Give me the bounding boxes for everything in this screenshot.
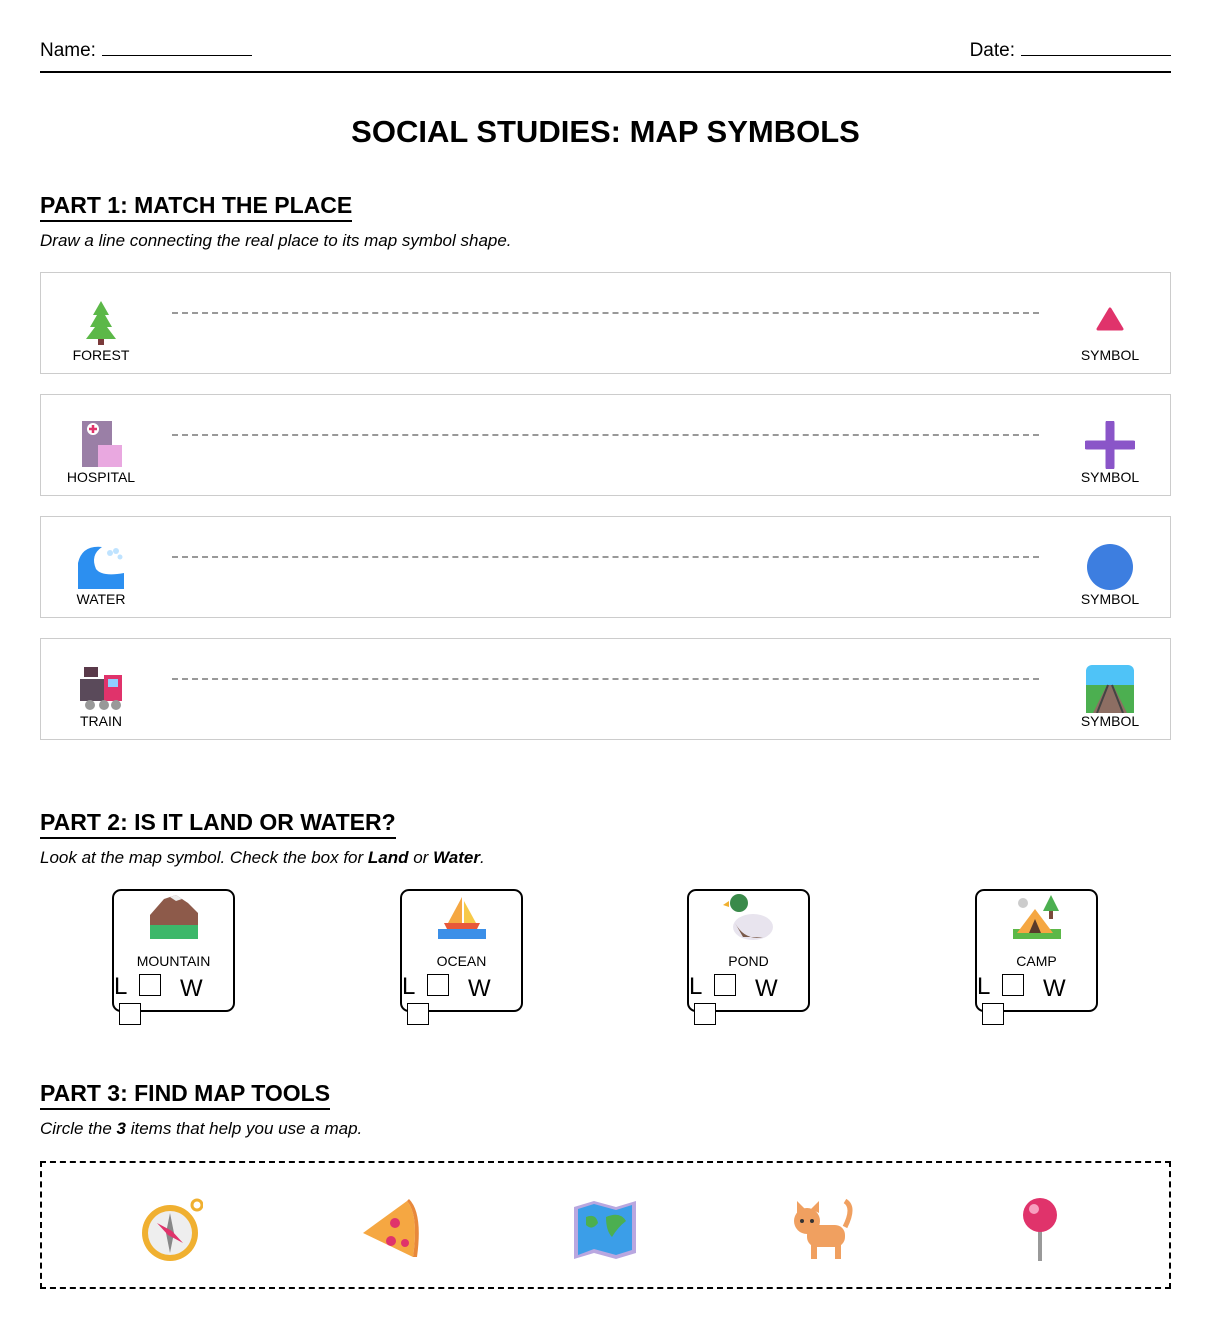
place-label: WATER bbox=[76, 591, 126, 607]
land-water-card bbox=[400, 889, 523, 1012]
compass-icon[interactable] bbox=[137, 1197, 203, 1263]
place-label: TRAIN bbox=[80, 713, 122, 729]
pizza-icon[interactable] bbox=[355, 1197, 421, 1263]
connecting-line-guide[interactable] bbox=[172, 556, 1039, 558]
land-checkbox[interactable] bbox=[1002, 974, 1024, 996]
date-field[interactable] bbox=[970, 40, 1171, 62]
place-label: HOSPITAL bbox=[66, 469, 136, 485]
date-label: Date: bbox=[969, 40, 1015, 61]
part3-heading: PART 3: FIND MAP TOOLS bbox=[40, 1080, 330, 1110]
land-checkbox[interactable] bbox=[714, 974, 736, 996]
place-label: FOREST bbox=[72, 347, 130, 363]
match-row bbox=[40, 272, 1171, 374]
water-label: W bbox=[755, 975, 778, 1002]
cat-icon[interactable] bbox=[789, 1197, 855, 1263]
land-label: L bbox=[977, 973, 991, 1000]
land-checkbox[interactable] bbox=[427, 974, 449, 996]
land-label: L bbox=[114, 973, 128, 1000]
symbol-label: SYMBOL bbox=[1080, 713, 1140, 729]
hospital-icon bbox=[76, 421, 126, 469]
tent-icon bbox=[1011, 893, 1063, 943]
water-label: W bbox=[180, 975, 203, 1002]
item-name: CAMP bbox=[1016, 953, 1057, 969]
name-label: Name: bbox=[40, 40, 96, 61]
duck-icon bbox=[723, 893, 775, 943]
land-water-card bbox=[687, 889, 810, 1012]
item-name: OCEAN bbox=[436, 953, 487, 969]
match-row bbox=[40, 638, 1171, 740]
water-checkbox[interactable] bbox=[119, 1003, 141, 1025]
mountain-icon bbox=[148, 893, 200, 943]
name-field[interactable] bbox=[40, 40, 252, 62]
sailboat-icon bbox=[436, 893, 488, 943]
date-blank[interactable] bbox=[1021, 40, 1171, 56]
connecting-line-guide[interactable] bbox=[172, 312, 1039, 314]
land-label: L bbox=[689, 973, 703, 1000]
name-blank[interactable] bbox=[102, 40, 252, 56]
world-map-icon[interactable] bbox=[572, 1197, 638, 1263]
header bbox=[40, 38, 1171, 73]
part2-instruction: Look at the map symbol. Check the box for Land or Water. bbox=[40, 848, 485, 867]
evergreen-tree-icon bbox=[76, 299, 126, 347]
map-tools-box bbox=[40, 1161, 1171, 1289]
locomotive-icon bbox=[76, 665, 126, 713]
triangle-icon bbox=[1085, 299, 1135, 347]
water-wave-icon bbox=[76, 543, 126, 591]
symbol-label: SYMBOL bbox=[1080, 469, 1140, 485]
symbol-label: SYMBOL bbox=[1080, 347, 1140, 363]
water-checkbox[interactable] bbox=[694, 1003, 716, 1025]
match-row bbox=[40, 516, 1171, 618]
plus-icon bbox=[1085, 421, 1135, 469]
connecting-line-guide[interactable] bbox=[172, 678, 1039, 680]
part2-heading: PART 2: IS IT LAND OR WATER? bbox=[40, 809, 396, 839]
page-title: SOCIAL STUDIES: MAP SYMBOLS bbox=[351, 114, 860, 149]
land-checkbox[interactable] bbox=[139, 974, 161, 996]
connecting-line-guide[interactable] bbox=[172, 434, 1039, 436]
land-water-card bbox=[112, 889, 235, 1012]
water-checkbox[interactable] bbox=[982, 1003, 1004, 1025]
water-checkbox[interactable] bbox=[407, 1003, 429, 1025]
symbol-label: SYMBOL bbox=[1080, 591, 1140, 607]
part1-heading: PART 1: MATCH THE PLACE bbox=[40, 192, 352, 222]
water-label: W bbox=[468, 975, 491, 1002]
land-water-card bbox=[975, 889, 1098, 1012]
match-row bbox=[40, 394, 1171, 496]
land-label: L bbox=[402, 973, 416, 1000]
item-name: MOUNTAIN bbox=[136, 953, 211, 969]
railway-track-icon bbox=[1085, 665, 1135, 713]
item-name: POND bbox=[728, 953, 769, 969]
part3-instruction: Circle the 3 items that help you use a map. bbox=[40, 1119, 363, 1138]
water-label: W bbox=[1043, 975, 1066, 1002]
pushpin-icon[interactable] bbox=[1007, 1197, 1073, 1263]
blue-circle-icon bbox=[1085, 543, 1135, 591]
part1-instruction: Draw a line connecting the real place to its map symbol shape. bbox=[40, 231, 512, 250]
